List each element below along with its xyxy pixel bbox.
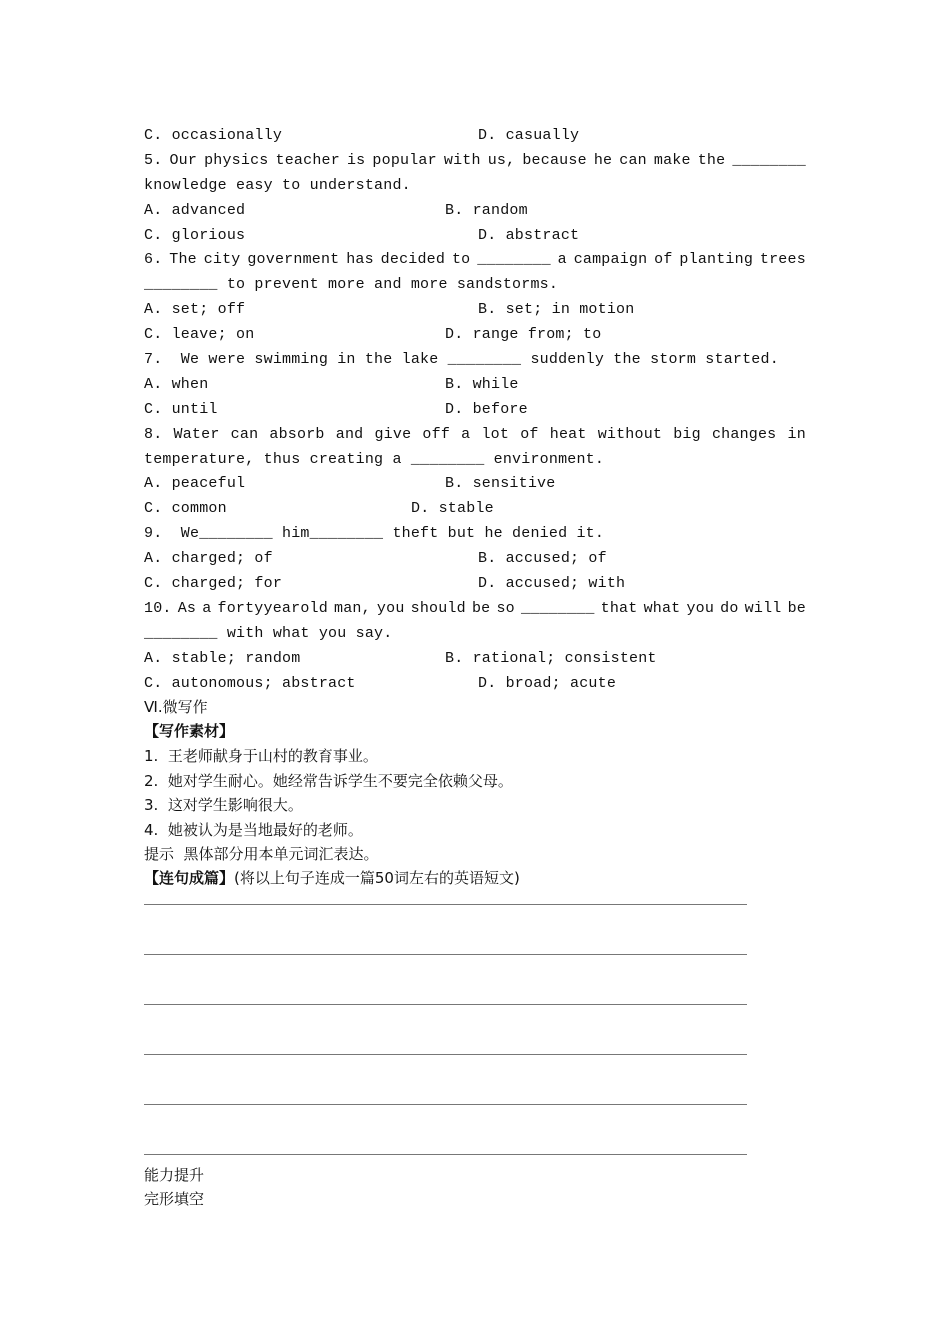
q8-word: give [374,425,412,443]
q10-word: will [744,599,782,617]
q6-word: a [557,251,567,269]
q5-word: the [697,151,726,169]
q6-option-a: A. set; off [144,301,246,319]
q8-word: can [230,425,259,443]
q8-word: of [520,425,539,443]
q8-word: in [787,425,806,443]
answer-line-5[interactable] [144,1059,806,1109]
q10-word: fortyyearold [217,599,328,617]
q6-word: to [451,251,471,269]
answer-line-1[interactable] [144,890,806,909]
q6-option-b: B. set; in motion [478,301,635,319]
q5-word: can [619,151,647,169]
q5-word: with [443,151,481,169]
q5-word: because [522,151,587,169]
q7-option-c: C. until [144,400,218,418]
q10-word: should [410,599,466,617]
q5-word: us, [487,151,516,169]
q8-word: heat [549,425,587,443]
q7-stem: 7. We were swimming in the lake ________ suddenly the storm started. [144,351,779,369]
q10-option-c: C. autonomous; abstract [144,674,356,692]
material-item-1: 1. 王老师献身于山村的教育事业。 [144,746,378,765]
q9-option-a: A. charged; of [144,550,273,568]
q10-word: a [202,599,212,617]
q6-word: 6. [144,251,163,269]
q10-option-a: A. stable; random [144,649,301,667]
q6-word: city [203,251,241,269]
q8-stem-line1 [144,423,806,448]
q5-word: he [593,151,613,169]
q10-word: As [177,599,197,617]
material-item-3: 3. 这对学生影响很大。 [144,796,303,815]
q10-stem-line2: ________ with what you say. [144,624,393,642]
q8-option-a: A. peaceful [144,475,246,493]
section-heading: Ⅵ.微写作 [144,698,208,717]
q7-options-cd [144,398,806,423]
q5-word: ________ [732,151,806,169]
q6-word: trees [759,251,806,269]
q8-word: 8. [144,425,163,443]
q8-word: big [673,425,701,443]
q7-option-d: D. before [445,400,528,418]
q6-word: planting [679,251,754,269]
q8-stem-line2: temperature, thus creating a ________ environment. [144,450,605,468]
q10-word: be [471,599,491,617]
worksheet-page [144,124,806,1211]
q6-word: campaign [573,251,648,269]
q8-options-ab [144,472,806,497]
q10-stem-line1 [144,597,806,622]
q5-word: physics [204,151,269,169]
q5-word: is [346,151,366,169]
q4-options-cd [144,124,806,149]
q6-word: decided [380,251,446,269]
q10-word: so [496,599,515,617]
q10-option-d: D. broad; acute [478,674,617,692]
q5-option-a: A. advanced [144,201,246,219]
q5-options-cd [144,224,806,249]
q5-word: make [653,151,691,169]
q10-option-b: B. rational; consistent [445,649,657,667]
q8-option-d: D. stable [411,500,494,518]
ability-heading: 能力提升 [144,1166,205,1185]
compose-title: 【连句成篇】 [144,868,235,887]
q7-option-a: A. when [144,375,209,393]
q6-options-ab [144,298,806,323]
material-title: 【写作素材】 [144,722,235,741]
q7-options-ab [144,373,806,398]
q9-option-c: C. charged; for [144,575,283,593]
q9-option-d: D. accused; with [478,575,626,593]
q7-option-b: B. while [445,375,519,393]
q5-option-d: D. abstract [478,226,580,244]
q5-option-c: C. glorious [144,226,246,244]
compose-note: (将以上句子连成一篇50词左右的英语短文) [234,868,520,887]
cloze-heading: 完形填空 [144,1190,205,1209]
q8-word: lot [481,425,510,443]
q10-word: you [686,599,715,617]
q8-word: changes [711,425,777,443]
q5-word: 5. [144,151,163,169]
q10-word: man, [334,599,371,617]
q5-stem-line2: knowledge easy to understand. [144,176,411,194]
material-item-2: 2. 她对学生耐心。她经常告诉学生不要完全依赖父母。 [144,771,513,790]
q6-options-cd [144,323,806,348]
q5-stem-line1 [144,149,806,174]
q8-word: off [422,425,451,443]
answer-line-3[interactable] [144,959,806,1009]
q6-stem-line1 [144,248,806,273]
q10-word: what [643,599,681,617]
q4-option-c: C. occasionally [144,127,283,144]
q8-word: absorb [269,425,325,443]
answer-line-2[interactable] [144,909,806,959]
q4-option-d: D. casually [478,127,580,144]
q9-option-b: B. accused; of [478,550,607,568]
q10-word: you [376,599,405,617]
q8-word: a [461,425,471,443]
q9-options-cd [144,572,806,597]
q6-word: of [654,251,673,269]
compose-instruction [144,867,806,891]
q6-stem-line2: ________ to prevent more and more sandstorms. [144,276,559,294]
material-item-4: 4. 她被认为是当地最好的老师。 [144,821,363,840]
q10-options-ab [144,647,806,672]
q8-option-c: C. common [144,500,227,518]
q8-word: Water [173,425,220,443]
q10-word: do [720,599,739,617]
answer-line-6[interactable] [144,1109,806,1159]
q6-word: has [346,251,374,269]
answer-line-4[interactable] [144,1009,806,1059]
q5-word: Our [169,151,198,169]
q8-word: without [597,425,663,443]
q5-option-b: B. random [445,201,528,219]
q5-word: teacher [275,151,340,169]
q8-options-cd [144,497,806,522]
q6-word: ________ [477,251,551,269]
q6-option-c: C. leave; on [144,326,255,344]
q9-options-ab [144,547,806,572]
q8-option-b: B. sensitive [445,475,556,493]
q6-word: government [247,251,340,269]
q10-options-cd [144,672,806,697]
q5-word: popular [372,151,437,169]
q10-word: ________ [520,599,595,617]
q5-options-ab [144,199,806,224]
writing-hint: 提示 黑体部分用本单元词汇表达。 [144,845,379,864]
q10-word: that [600,599,638,617]
q8-word: and [335,425,364,443]
q9-stem: 9. We________ him________ theft but he denied it. [144,525,605,543]
q6-word: The [169,251,197,269]
q10-word: be [787,599,806,617]
q10-word: 10. [144,599,172,617]
q6-option-d: D. range from; to [445,326,602,344]
